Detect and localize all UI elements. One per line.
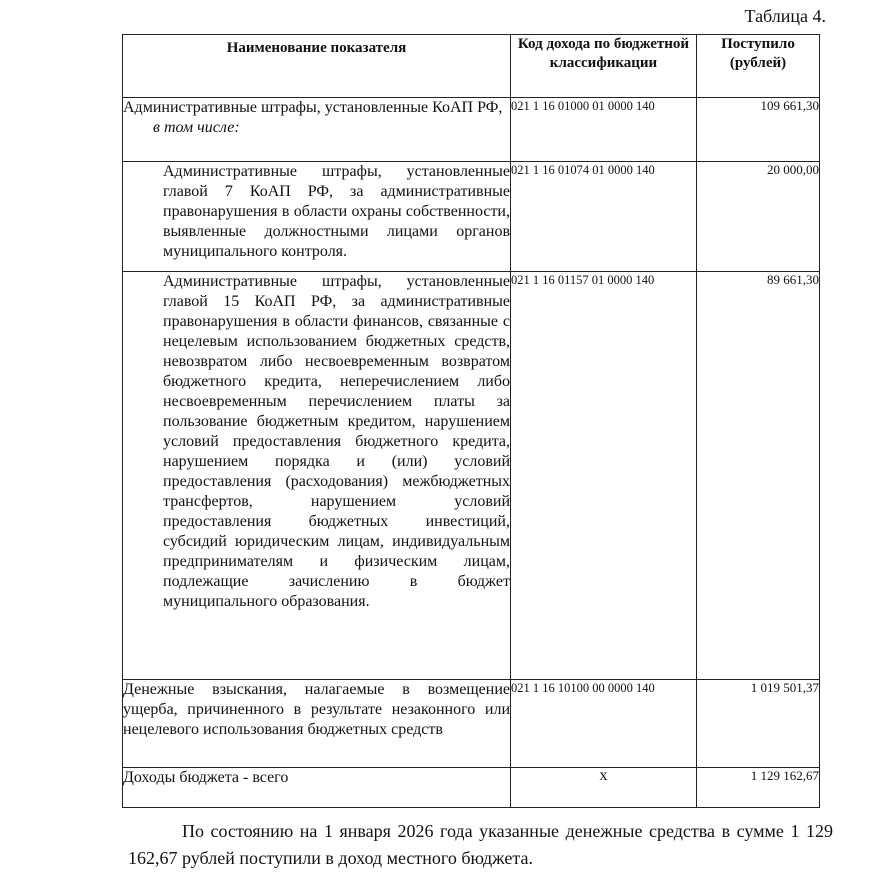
table-row: [123, 272, 820, 680]
row-code: 021 1 16 01157 01 0000 140: [511, 272, 697, 680]
table-row: [123, 680, 820, 768]
total-amount: 1 129 162,67: [697, 768, 820, 808]
header-income-code: Код дохода по бюджетной классификации: [511, 35, 697, 98]
table-caption: Таблица 4.: [744, 6, 826, 26]
row-name-cell: [123, 98, 511, 162]
row-code: 021 1 16 01074 01 0000 140: [511, 162, 697, 272]
revenue-table: [122, 34, 820, 808]
row-amount: 1 019 501,37: [697, 680, 820, 768]
total-label: Доходы бюджета - всего: [123, 768, 511, 808]
row-name: Денежные взыскания, налагаемые в возмещение ущерба, причиненного в результате незаконного или нецелевого использования бюджетных средств: [123, 680, 511, 768]
table-row: [123, 162, 820, 272]
table-total-row: [123, 768, 820, 808]
header-indicator-name: Наименование показателя: [123, 35, 511, 98]
header-amount: Поступило (рублей): [697, 35, 820, 98]
row-amount: 89 661,30: [697, 272, 820, 680]
total-code: х: [511, 768, 697, 808]
footer-paragraph: По состоянию на 1 января 2026 года указанные денежные средства в сумме 1 129 162,67 рублей поступили в доход местного бюджета.: [128, 821, 833, 868]
row-amount: 20 000,00: [697, 162, 820, 272]
table-header-row: [123, 35, 820, 98]
row-name: Административные штрафы, установленные КоАП РФ,: [123, 99, 503, 116]
row-code: 021 1 16 10100 00 0000 140: [511, 680, 697, 768]
row-amount: 109 661,30: [697, 98, 820, 162]
row-note: в том числе:: [153, 119, 240, 136]
table-row: [123, 98, 820, 162]
row-name: Административные штрафы, установленные главой 7 КоАП РФ, за административные правонарушения в области охраны собственности, выявленные должностными лицами органов муниципального контроля.: [123, 162, 511, 272]
row-name: Административные штрафы, установленные главой 15 КоАП РФ, за административные правонарушения в области финансов, связанные с нецелевым использованием бюджетных средств, невозвратом либо несвоевременным возвратом бюджетного кредита, неперечислением либо несвоевременным перечислением платы за пользование бюджетным кредитом, нарушением условий предоставления бюджетного кредита, нарушением порядка и (или) условий предоставления (расходования) межбюджетных трансфертов, нарушением условий предоставления бюджетных инвестиций, субсидий юридическим лицам, индивидуальным предпринимателям и физическим лицам, подлежащие зачислению в бюджет муниципального образования.: [123, 272, 511, 680]
row-code: 021 1 16 01000 01 0000 140: [511, 98, 697, 162]
